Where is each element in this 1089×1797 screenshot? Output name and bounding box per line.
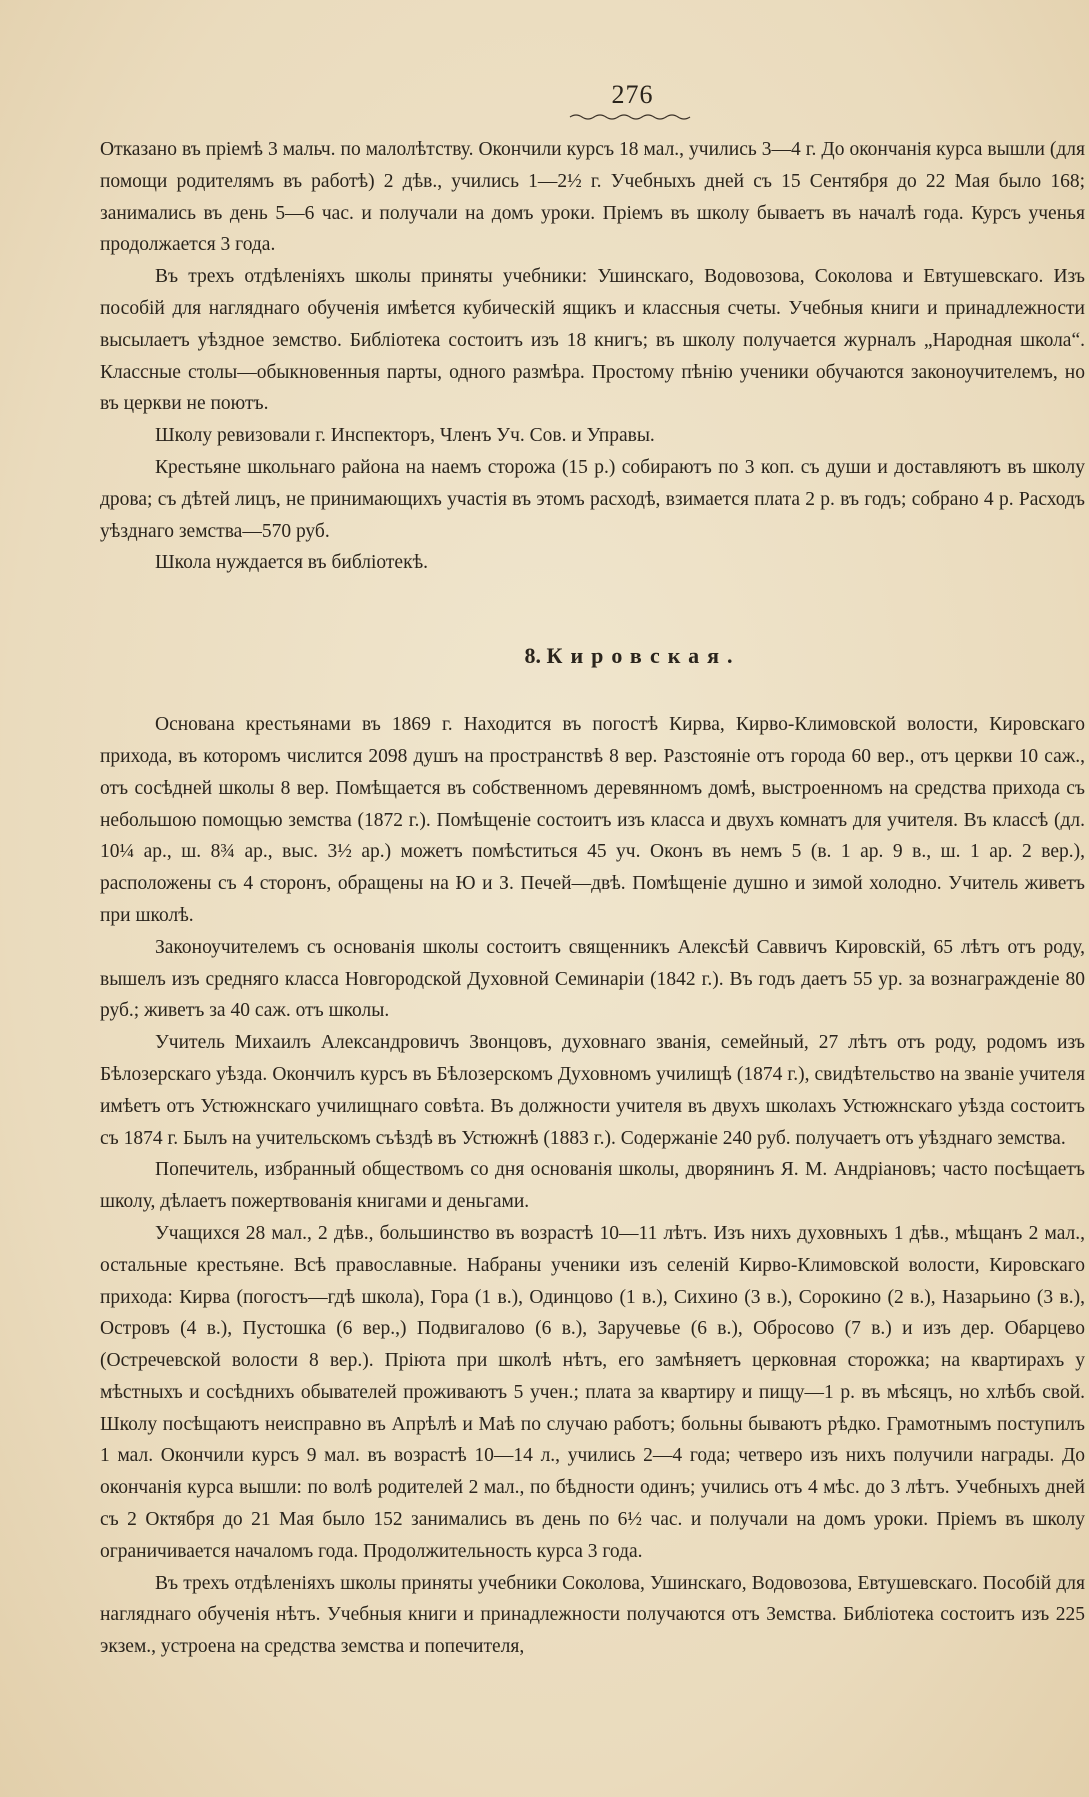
- paragraph: Основана крестьянами въ 1869 г. Находится въ погостѣ Кирва, Кирво-Климовской волости, Кировскаго прихода, въ которомъ числится 2098 душъ на пространствѣ 8 вер. Разстояніе отъ города 60 вер., отъ церкви 10 саж., отъ сосѣдней школы 8 вер. Помѣщается въ собственномъ деревянномъ домѣ, выстроенномъ на средства прихода съ небольшою помощью земства (1872 г.). Помѣщеніе состоитъ изъ класса и двухъ комнатъ для учителя. Въ классѣ (дл. 10¼ ар., ш. 8¾ ар., выс. 3½ ар.) можетъ помѣститься 45 уч. Оконъ въ немъ 5 (в. 1 ар. 9 в., ш. 1 ар. 2 вер.), расположены съ 4 сторонъ, обращены на Ю и З. Печей—двѣ. Помѣщеніе душно и зимой холодно. Учитель живетъ при школѣ.: [100, 714, 1085, 926]
- text-column: [100, 80, 1085, 1663]
- page-number: 276: [611, 80, 654, 109]
- paragraph: Школа нуждается въ библіотекѣ.: [155, 552, 429, 574]
- section-heading: [100, 643, 1085, 669]
- paragraph: Учитель Михаилъ Александровичъ Звонцовъ, духовнаго званія, семейный, 27 лѣтъ отъ роду, родомъ изъ Бѣлозерскаго уѣзда. Окончилъ курсъ въ Бѣлозерскомъ Духовномъ училищѣ (1874 г.), свидѣтельство на званіе учителя имѣетъ отъ Устюжнскаго училищнаго совѣта. Въ должности учителя въ двухъ школахъ Устюжнскаго уѣзда состоитъ съ 1874 г. Былъ на учительскомъ съѣздѣ въ Устюжнѣ (1883 г.). Содержаніе 240 руб. получаетъ отъ уѣзднаго земства.: [100, 1032, 1085, 1149]
- paragraph: Законоучителемъ съ основанія школы состоитъ священникъ Алексѣй Саввичъ Кировскій, 65 лѣтъ отъ роду, вышелъ изъ средняго класса Новгородской Духовной Семинаріи (1842 г.). Въ годъ даетъ 55 ур. за вознагражденіе 80 руб.; живетъ за 40 саж. отъ школы.: [100, 936, 1085, 1022]
- paragraph: Въ трехъ отдѣленіяхъ школы приняты учебники: Ушинскаго, Водовозова, Соколова и Евтушевскаго. Изъ пособій для нагляднаго обученія имѣется кубическій ящикъ и классныя счеты. Учебныя книги и принадлежности высылаетъ уѣздное земство. Библіотека состоитъ изъ 18 книгъ; въ школу получается журналъ „Народная школа“. Классные столы—обыкновенныя парты, одного размѣра. Простому пѣнію ученики обучаются законоучителемъ, но въ церкви не поютъ.: [100, 266, 1085, 415]
- section-title: Кировская.: [546, 643, 741, 669]
- section-2-body: [100, 709, 1085, 1663]
- paragraph: Въ трехъ отдѣленіяхъ школы приняты учебники Соколова, Ушинскаго, Водовозова, Евтушевскаго. Пособій для нагляднаго обученія нѣтъ. Учебныя книги и принадлежности получаются отъ Земства. Библіотека состоитъ изъ 225 экзем., устроена на средства земства и попечителя,: [100, 1572, 1085, 1658]
- paragraph: Крестьяне школьнаго района на наемъ сторожа (15 р.) собираютъ по 3 коп. съ души и доставляютъ въ школу дрова; съ дѣтей лицъ, не принимающихъ участія въ этомъ расходѣ, взимается плата 2 р. въ годъ; собрано 4 р. Расходъ уѣзднаго земства—570 руб.: [100, 456, 1085, 542]
- paragraph: Школу ревизовали г. Инспекторъ, Членъ Уч. Сов. и Управы.: [155, 425, 655, 447]
- section-number: 8.: [524, 643, 541, 669]
- paragraph: Попечитель, избранный обществомъ со дня основанія школы, дворянинъ Я. М. Андріановъ; часто посѣщаетъ школу, дѣлаетъ пожертвованія книгами и деньгами.: [100, 1159, 1085, 1213]
- paragraph: Отказано въ пріемѣ 3 мальч. по малолѣтству. Окончили курсъ 18 мал., учились 3—4 г. До окончанія курса вышли (для помощи родителямъ въ работѣ) 2 дѣв., учились 1—2½ г. Учебныхъ дней съ 15 Сентября до 22 Мая было 168; занимались въ день 5—6 час. и получали на домъ уроки. Пріемъ въ школу бываетъ въ началѣ года. Курсъ ученья продолжается 3 года.: [100, 139, 1085, 256]
- section-1-body: [100, 134, 1085, 579]
- ornament-divider: [488, 112, 698, 122]
- paragraph: Учащихся 28 мал., 2 дѣв., большинство въ возрастѣ 10—11 лѣтъ. Изъ нихъ духовныхъ 1 дѣв., мѣщанъ 2 мал., остальные крестьяне. Всѣ православные. Набраны ученики изъ селеній Кирво-Климовской волости, Кировскаго прихода: Кирва (погостъ—гдѣ школа), Гора (1 в.), Одинцово (1 в.), Сихино (3 в.), Сорокино (2 в.), Назарьино (3 в.), Островъ (4 в.), Пустошка (6 вер.,) Подвигалово (6 в.), Заручевье (6 в.), Обросово (7 в.) и изъ дер. Обарцево (Остречевской волости 8 вер.). Пріюта при школѣ нѣтъ, его замѣняетъ церковная сторожка; на квартирахъ у мѣстныхъ и сосѣднихъ обывателей проживаютъ 5 учен.; плата за квартиру и пищу—1 р. въ мѣсяцъ, но хлѣбъ свой. Школу посѣщаютъ неисправно въ Апрѣлѣ и Маѣ по случаю работъ; больны бываютъ рѣдко. Грамотнымъ поступилъ 1 мал. Окончили курсъ 9 мал. въ возрастѣ 10—14 л., учились 2—4 года; четверо изъ нихъ получили награды. До окончанія курса вышли: по волѣ родителей 2 мал., по бѣдности одинъ; учились отъ 4 мѣс. до 3 лѣтъ. Учебныхъ дней съ 2 Октября до 21 Мая было 152 занимались въ день по 6½ час. и получали на домъ уроки. Пріемъ въ школу ограничивается началомъ года. Продолжительность курса 3 года.: [100, 1222, 1085, 1562]
